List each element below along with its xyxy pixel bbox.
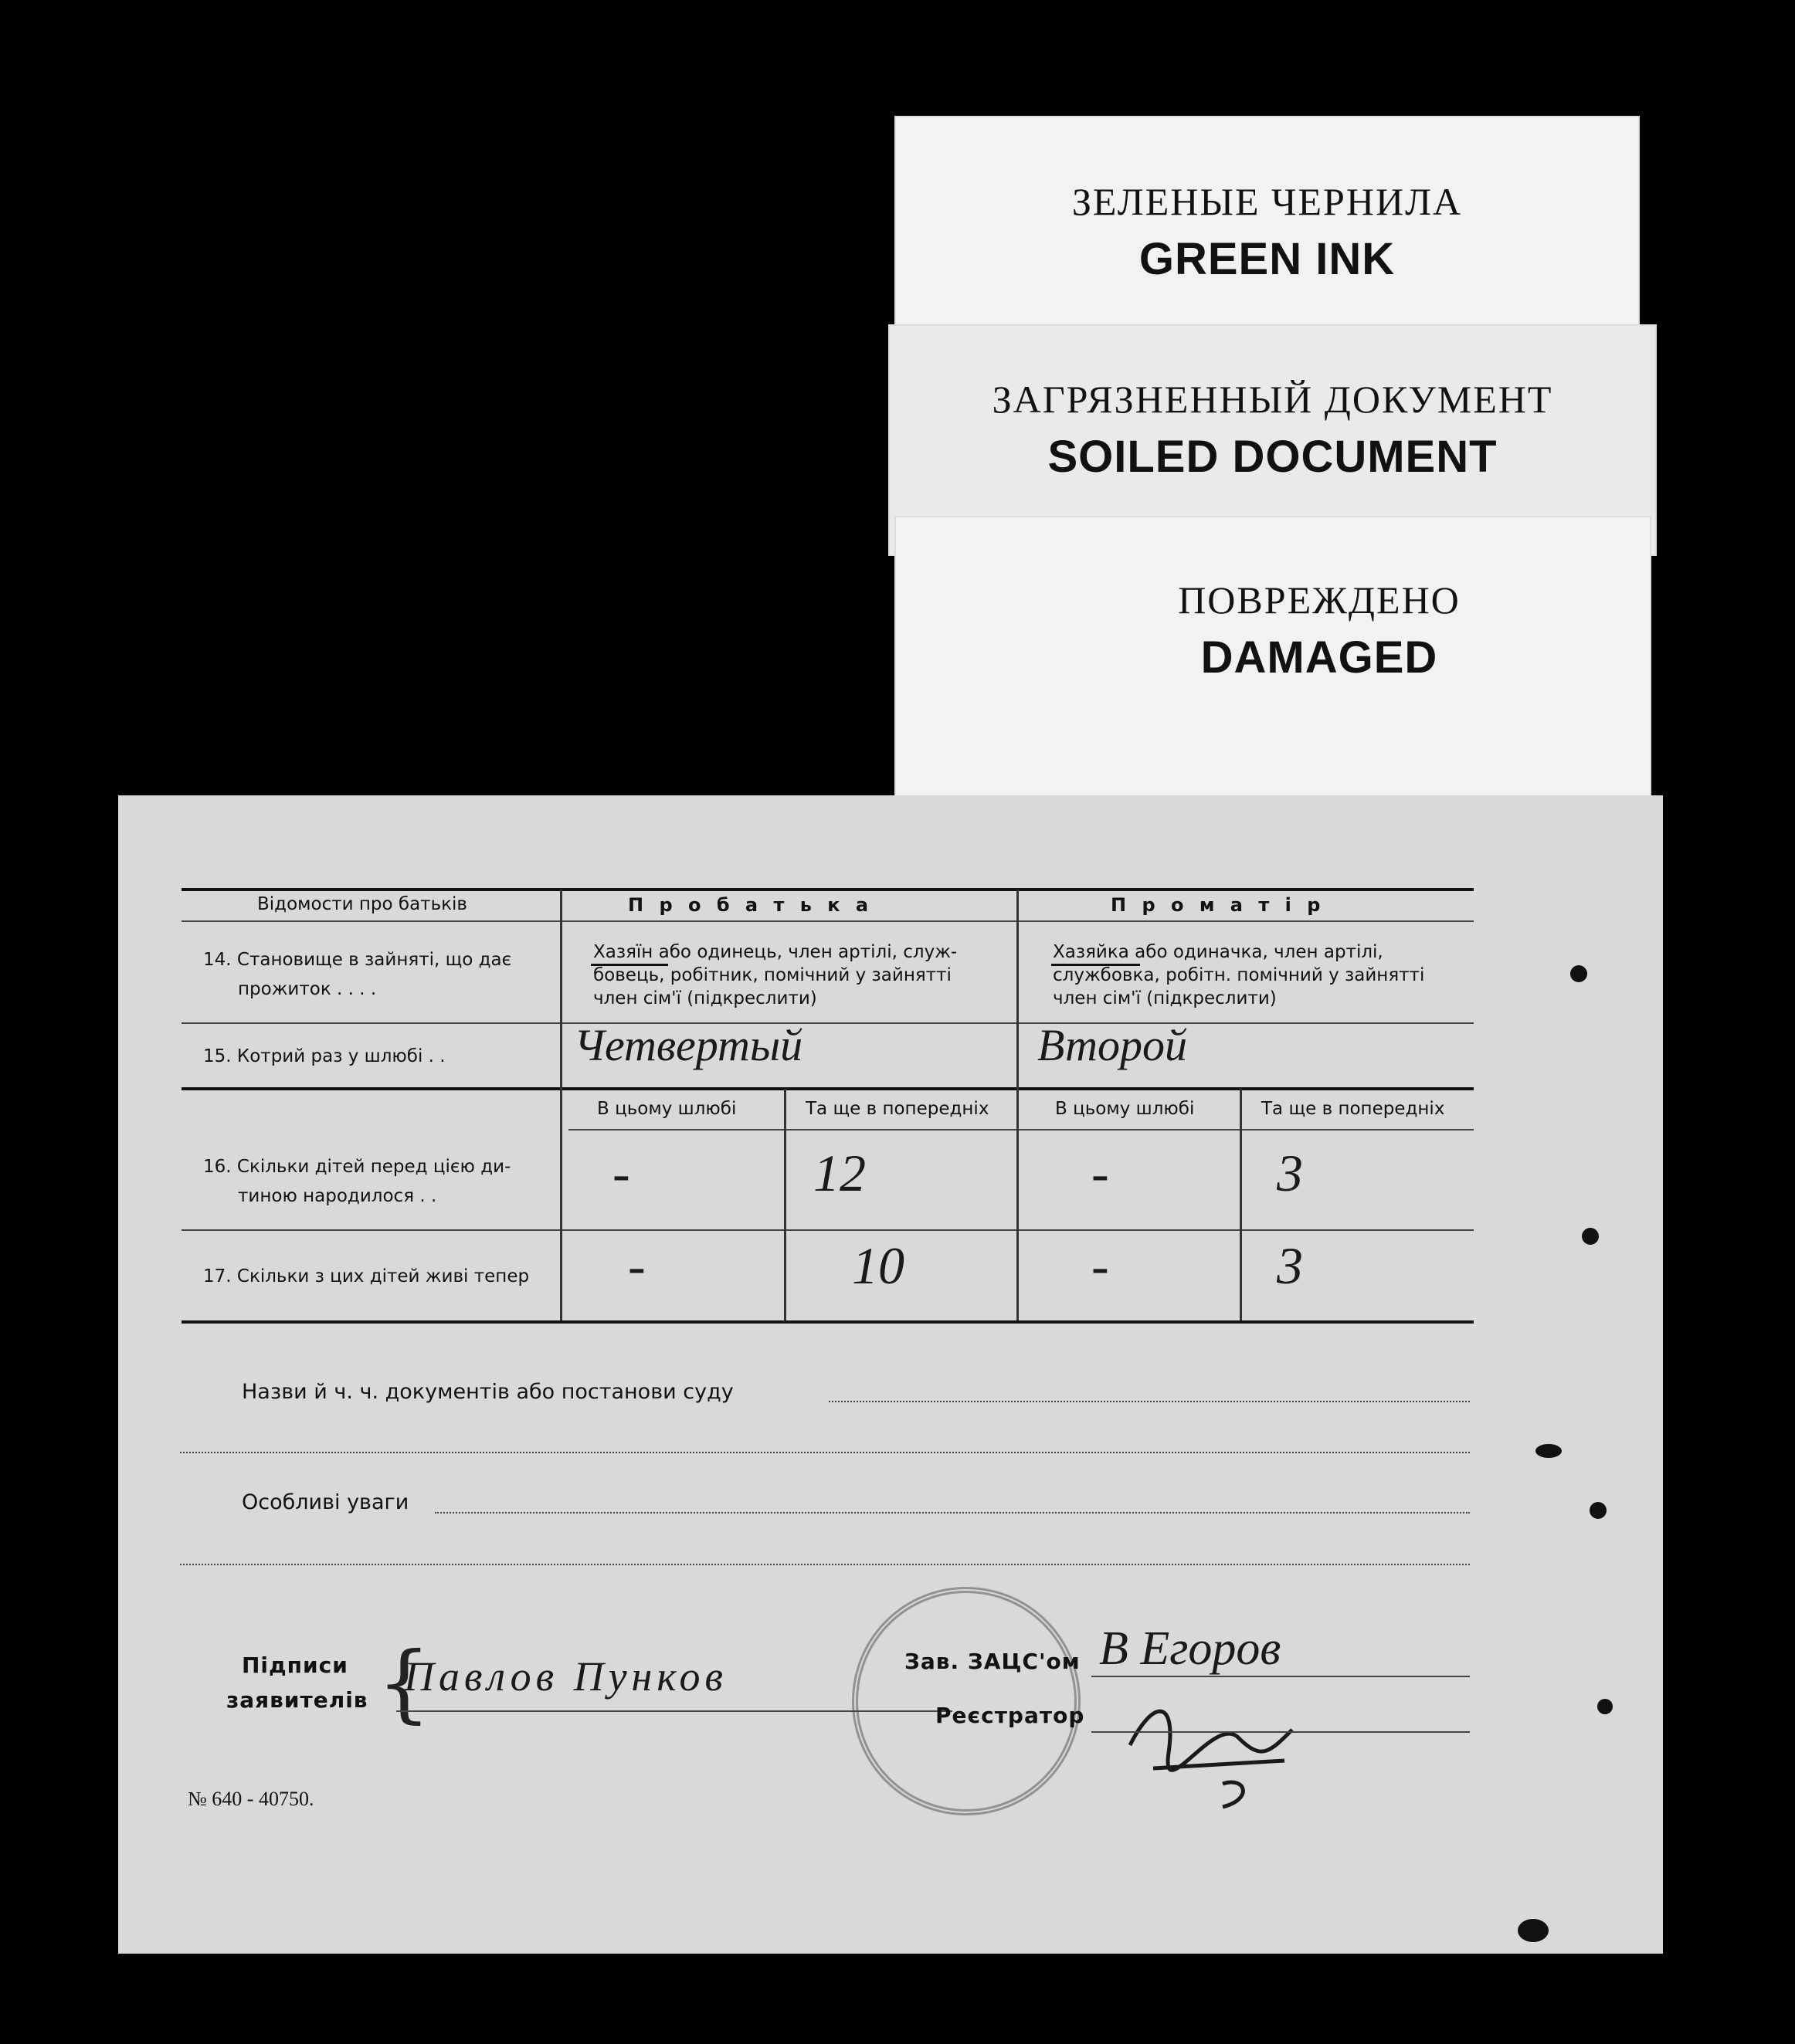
binding-hole (1597, 1699, 1613, 1714)
green-ink-tag (894, 116, 1640, 347)
table-bottom-rule (182, 1320, 1474, 1324)
row17-father-current: - (628, 1236, 646, 1295)
damaged-tag (894, 516, 1651, 802)
row14-label-2: прожиток . . . . (238, 979, 377, 999)
table-top-rule (182, 888, 1474, 891)
row14-father-1: Хазяїн або одинець, член артілі, служ- (593, 942, 958, 962)
row16-label-1: 16. Скільки дітей перед цією ди- (203, 1157, 511, 1177)
subheader-father-previous: Та ще в попередніх (806, 1099, 989, 1119)
notes-line-1 (435, 1512, 1470, 1514)
binding-hole (1590, 1502, 1607, 1519)
subheader-mother-previous: Та ще в попередніх (1261, 1099, 1445, 1119)
signatures-label-2: заявителів (226, 1687, 368, 1713)
signatures-label-1: Підписи (242, 1652, 348, 1678)
soiled-document-ru: ЗАГРЯЗНЕННЫЙ ДОКУМЕНТ (992, 378, 1553, 421)
binding-hole (1570, 965, 1587, 982)
documents-line-1 (829, 1401, 1470, 1402)
row17-father-previous: 10 (852, 1236, 904, 1295)
row14-rule (182, 1022, 1474, 1024)
row15-rule (182, 1087, 1474, 1090)
row16-father-current: - (612, 1144, 630, 1202)
row17-label: 17. Скільки з цих дітей живі тепер (203, 1266, 530, 1286)
notes-line-2 (180, 1564, 1470, 1565)
row15-label: 15. Котрий раз у шлюбі . . (203, 1046, 446, 1066)
zags-head-label: Зав. ЗАЦС'ом (904, 1649, 1081, 1674)
header-rule (182, 920, 1474, 922)
subheader-mother-current: В цьому шлюбі (1055, 1099, 1195, 1119)
subheader-father-current: В цьому шлюбі (597, 1099, 737, 1119)
registrar-label: Реєстратор (935, 1703, 1085, 1728)
row16-rule (182, 1229, 1474, 1231)
row17-mother-previous: 3 (1277, 1236, 1303, 1295)
damaged-en: DAMAGED (1200, 632, 1438, 683)
registrar-signature (1107, 1668, 1308, 1815)
documents-label: Назви й ч. ч. документів або постанови суду (242, 1380, 734, 1404)
row17-mother-current: - (1091, 1236, 1109, 1295)
official-seal-stamp (852, 1587, 1081, 1815)
col-divider-4 (1240, 1089, 1242, 1320)
form-number: № 640 - 40750. (188, 1788, 314, 1810)
row14-mother-2: службовка, робітн. помічний у зайнятті (1053, 965, 1425, 985)
header-mother: П р о м а т і р (1111, 894, 1325, 916)
binding-hole (1582, 1228, 1599, 1245)
row16-father-previous: 12 (813, 1144, 866, 1202)
applicants-signature: Павлов Пунков (404, 1653, 728, 1700)
binding-hole (1518, 1919, 1549, 1942)
registrar-line (1091, 1731, 1470, 1733)
row16-mother-previous: 3 (1277, 1144, 1303, 1202)
notes-label: Особливі уваги (242, 1490, 409, 1514)
green-ink-en: GREEN INK (1138, 234, 1396, 284)
binding-hole (1535, 1444, 1562, 1458)
registration-form-sheet (118, 795, 1663, 1954)
row14-father-3: член сім'ї (підкреслити) (593, 988, 817, 1008)
green-ink-ru: ЗЕЛЕНЫЕ ЧЕРНИЛА (1071, 180, 1463, 223)
row15-mother-value: Второй (1037, 1020, 1188, 1070)
col-divider-2 (1016, 890, 1019, 1320)
col-divider-1 (560, 890, 562, 1320)
mother-underline (1051, 964, 1140, 966)
row15-father-value: Четвертый (574, 1020, 803, 1070)
subheader-rule (568, 1129, 1474, 1130)
row16-mother-current: - (1091, 1144, 1109, 1202)
damaged-ru: ПОВРЕЖДЕНО (1178, 578, 1461, 622)
soiled-document-en: SOILED DOCUMENT (1047, 432, 1498, 482)
documents-line-2 (180, 1452, 1470, 1453)
header-parents-info: Відомости про батьків (257, 894, 467, 914)
signature-brace: { (377, 1633, 431, 1732)
father-underline (591, 964, 668, 966)
col-divider-3 (784, 1089, 786, 1320)
header-father: П р о б а т ь к а (628, 894, 874, 916)
row14-father-2: бовець, робітник, помічний у зайнятті (593, 965, 952, 985)
row16-label-2: тиною народилося . . (238, 1186, 437, 1206)
row14-label-1: 14. Становище в зайняті, що дає (203, 950, 512, 970)
row14-mother-1: Хазяйка або одиначка, член артілі, (1053, 942, 1383, 962)
zags-head-signature: В Егоров (1099, 1622, 1281, 1675)
row14-mother-3: член сім'ї (підкреслити) (1053, 988, 1277, 1008)
